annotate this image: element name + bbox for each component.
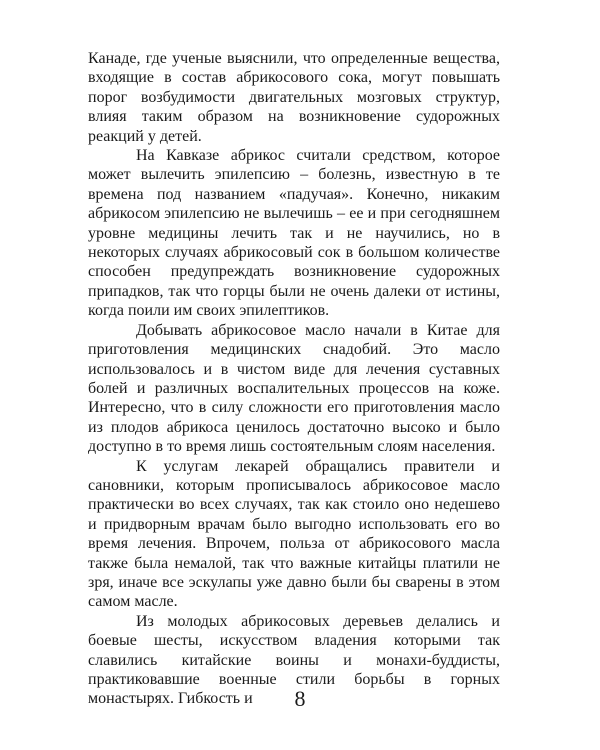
paragraph-3: Добывать абрикосовое масло начали в Китае для приготовления медицинских снадобий. Это масло использовалось и в чистом виде для лечения суставных болей и различных воспалительных процессов на коже. Интересно, что в силу сложности его приготовления масло из плодов абрикоса ценилось достаточно высоко и было доступно в то время лишь состоятельным слоям населения. [88, 321, 500, 456]
page-number: 8 [294, 686, 306, 711]
paragraph-5: Из молодых абрикосовых деревьев делались и боевые шесты, искусством владения которыми так славились китайские воины и монахи-буддисты, практиковавшие военные стили борьбы в горных монастырях. Гибкость и [88, 612, 500, 708]
paragraph-2: На Кавказе абрикос считали средством, которое может вылечить эпилепсию – болезнь, известную в те времена под названием «падучая». Конечно, никаким абрикосом эпилепсию не вылечишь – ее и при сегодняшнем уровне медицины лечить так и не научились, но в некоторых случаях абрикосовый сок в большом количестве способен предупреждать возникновение судорожных припадков, так что горцы были не очень далеки от истины, когда поили им своих эпилептиков. [88, 147, 500, 320]
paragraph-1: Канаде, где ученые выяснили, что определенные вещества, входящие в состав абрикосового сока, могут повышать порог возбудимости двигательных мозговых структур, влияя таким образом на возникновение судорожных реакций у детей. [88, 50, 500, 145]
page-body-text [88, 49, 500, 709]
paragraph-4: К услугам лекарей обращались правители и сановники, которым прописывалось абрикосовое масло практически во всех случаях, так как стоило оно недешево и придворным врачам было выгодно использовать его во время лечения. Впрочем, польза от абрикосового масла также была немалой, так что важные китайцы платили не зря, иначе все эскулапы уже давно были бы сварены в этом самом масле. [88, 457, 500, 611]
